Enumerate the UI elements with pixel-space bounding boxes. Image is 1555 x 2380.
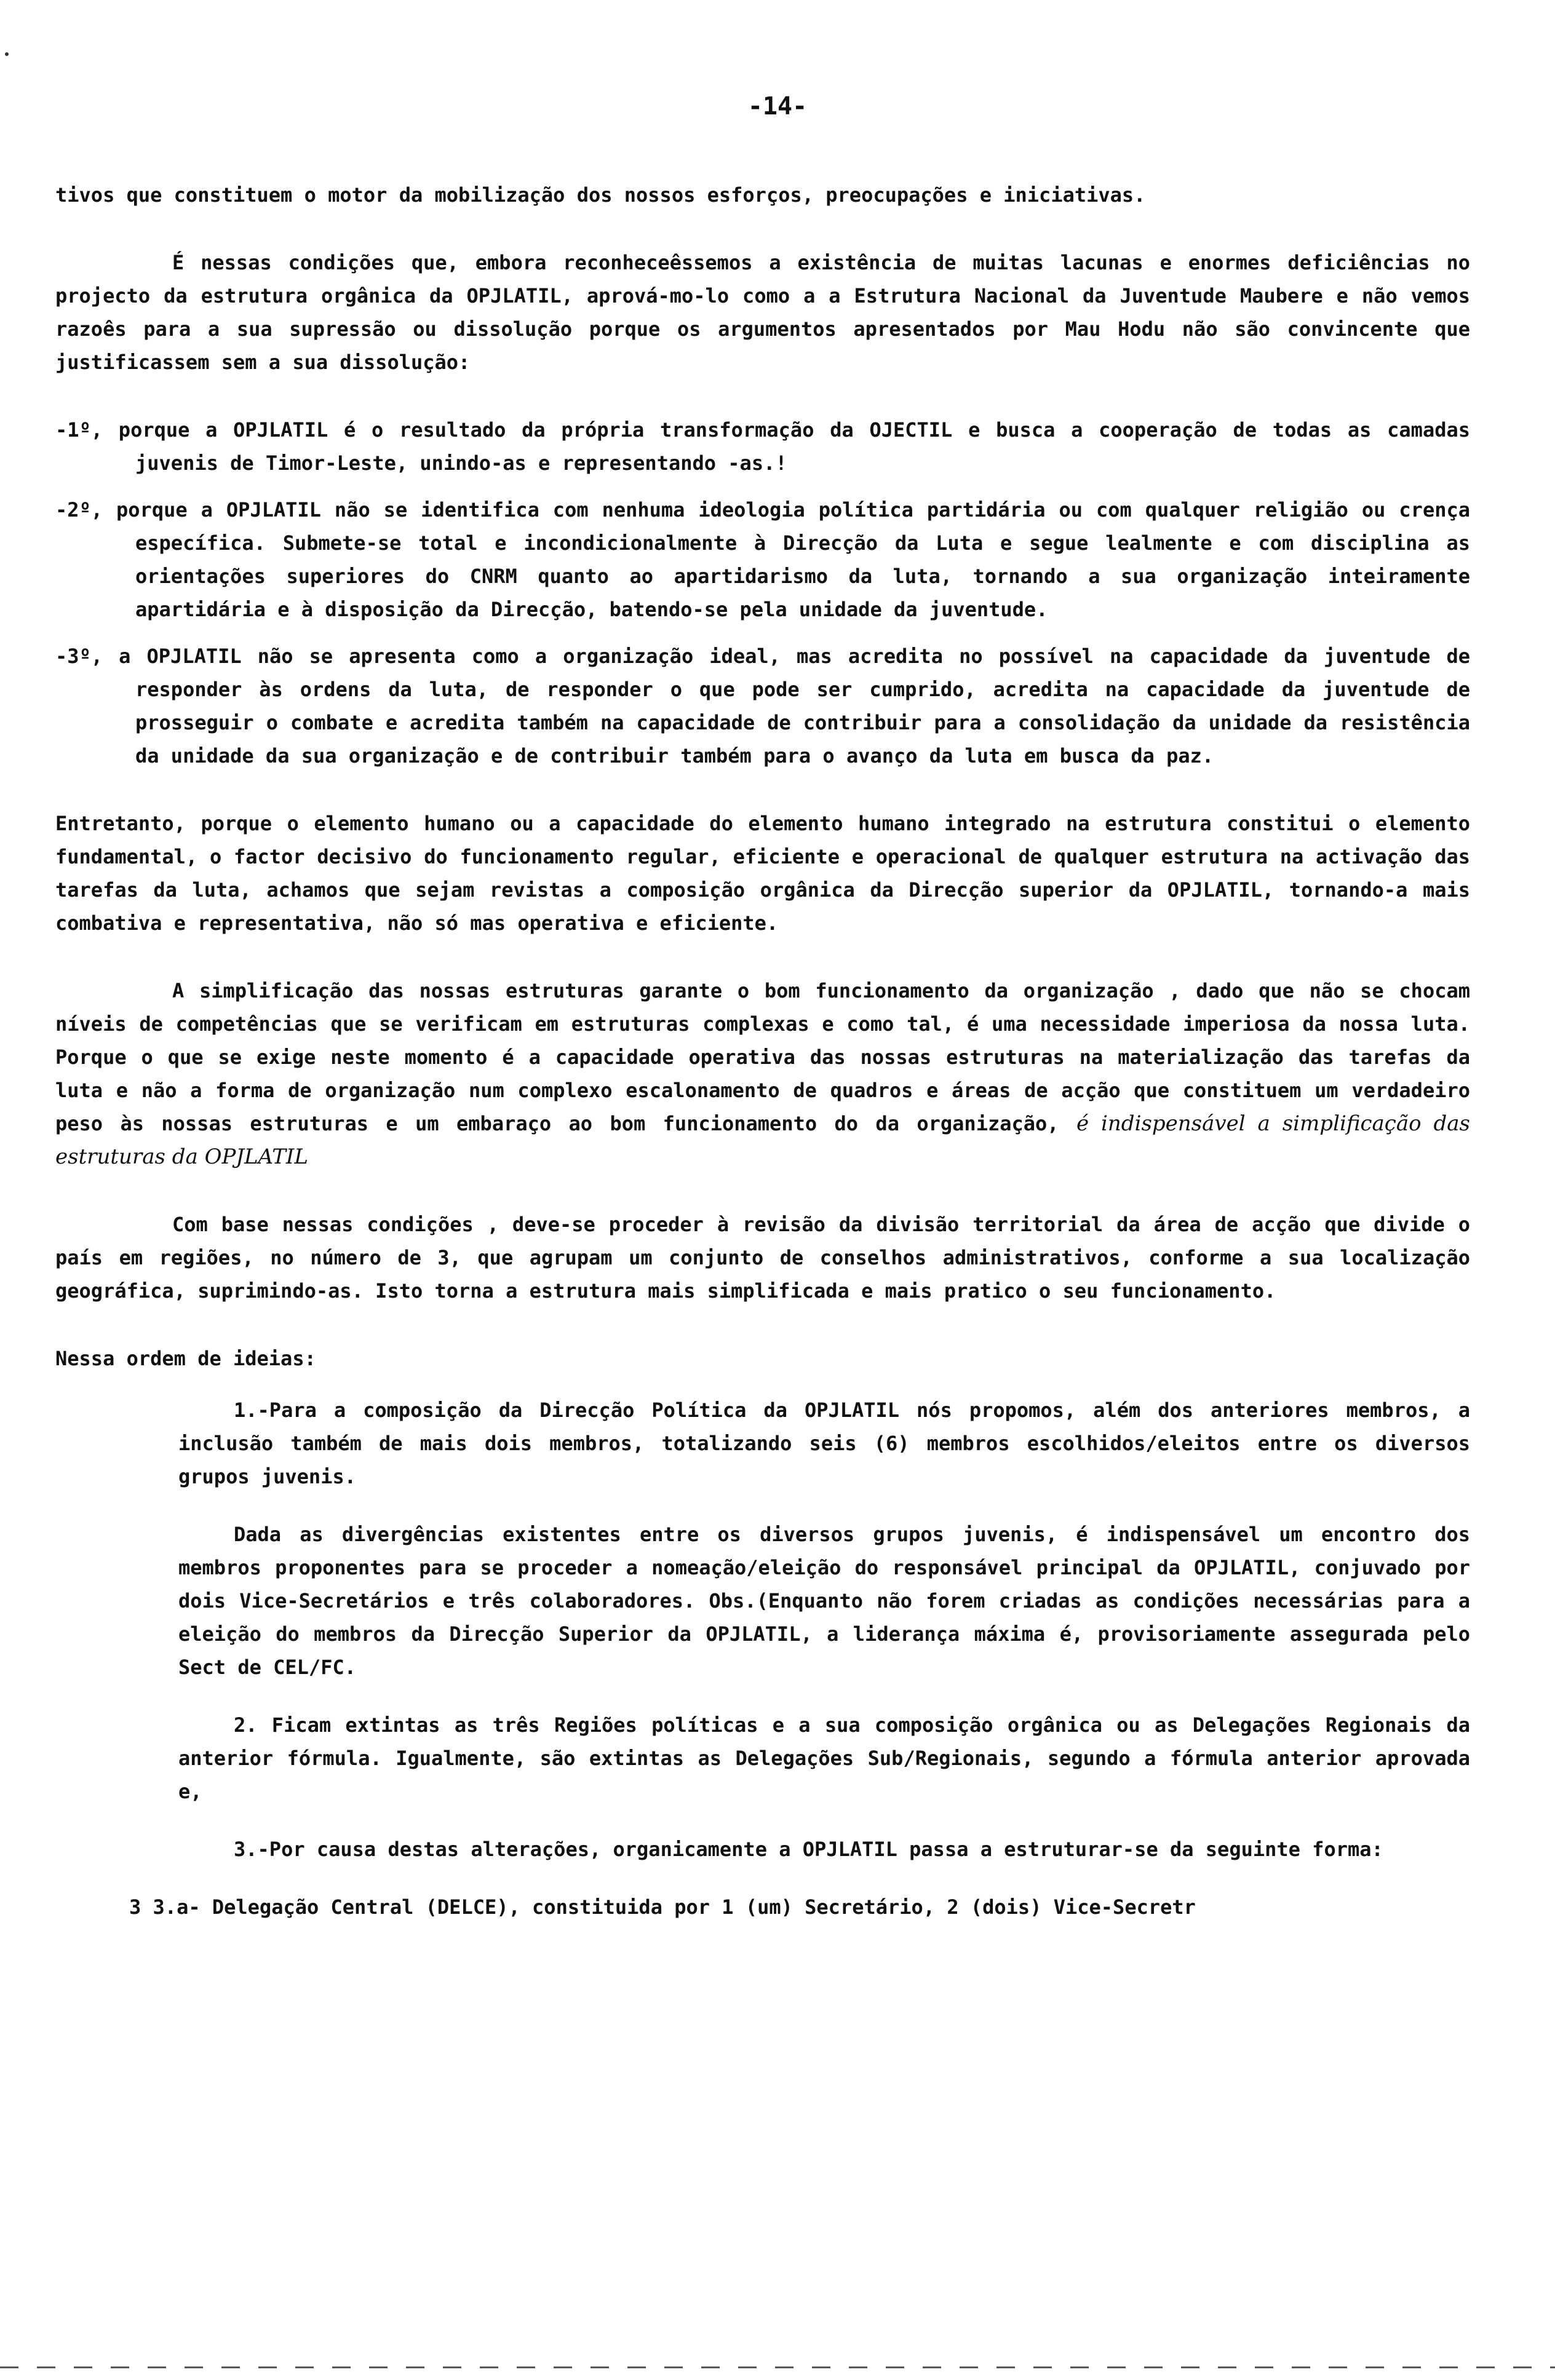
paragraph-ideas: Nessa ordem de ideias:	[55, 1347, 316, 1370]
numbered-item-3a: 3 3.a- Delegação Central (DELCE), constituida por 1 (um) Secretário, 2 (dois) Vice-Secretr	[129, 1895, 1196, 1919]
list-item-1: -1º, porque a OPJLATIL é o resultado da própria transformação da OJECTIL e busca a cooperação de todas as camadas juvenis de Timor-Leste, unindo-as e representando -as.!	[55, 418, 1470, 475]
paragraph-territorial: Com base nessas condições , deve-se proceder à revisão da divisão territorial da área de acção que divide o país em regiões, no número de 3, que agrupam um conjunto de conselhos administrativos, conforme a sua localização geográfica, suprimindo-as. Isto torna a estrutura mais simplificada e mais pratico o seu funcionamento.	[55, 1213, 1470, 1303]
paragraph-continuation: tivos que constituem o motor da mobilização dos nossos esforços, preocupações e iniciativas.	[55, 183, 1146, 207]
numbered-item-3: 3.-Por causa destas alterações, organicamente a OPJLATIL passa a estruturar-se da seguinte forma:	[234, 1838, 1383, 1861]
paragraph-simplification-text: A simplificação das nossas estruturas garante o bom funcionamento da organização , dado que não se chocam níveis de competências que se verificam em estruturas complexas e como tal, é uma necessidade imperiosa da nossa luta. Porque o que se exige neste momento é a capacidade operativa das nossas estruturas na materialização das tarefas da luta e não a forma de organização num complexo escalonamento de quadros e áreas de acção que constituem um verdadeiro peso às nossas estruturas e um embaraço ao bom funcionamento do da organização,	[55, 979, 1470, 1135]
list-item-2: -2º, porque a OPJLATIL não se identifica com nenhuma ideologia política partidária ou com qualquer religião ou crença específica. Submete-se total e incondicionalmente à Direcção da Luta e segue lealmente e com disciplina as orientações superiores do CNRM quanto ao apartidarismo da luta, tornando a sua organização inteiramente apartidária e à disposição da Direcção, batendo-se pela unidade da juventude.	[55, 498, 1470, 621]
paragraph-conditions: É nessas condições que, embora reconheceêssemos a existência de muitas lacunas e enormes deficiências no projecto da estrutura orgânica da OPJLATIL, aprová-mo-lo como a a Estrutura Nacional da Juventude Maubere e não vemos razoês para a sua supressão ou dissolução porque os argumentos apresentados por Mau Hodu não são convincente que justificassem sem a sua dissolução:	[55, 251, 1470, 374]
paragraph-human-element: Entretanto, porque o elemento humano ou a capacidade do elemento humano integrado na estrutura constitui o elemento fundamental, o factor decisivo do funcionamento regular, eficiente e operacional de qualquer estrutura na activação das tarefas da luta, achamos que sejam revistas a composição orgânica da Direcção superior da OPJLATIL, tornando-a mais combativa e representativa, não só mas operativa e eficiente.	[55, 812, 1470, 935]
numbered-item-2: 2. Ficam extintas as três Regiões políticas e a sua composição orgânica ou as Delegações Regionais da anterior fórmula. Igualmente, são extintas as Delegações Sub/Regionais, segundo a fórmula anterior aprovada e,	[178, 1713, 1470, 1803]
numbered-item-1-continued: Dada as divergências existentes entre os diversos grupos juvenis, é indispensável um encontro dos membros proponentes para se proceder a nomeação/eleição do responsável principal da OPJLATIL, conjuvado por dois Vice-Secretários e três colaboradores. Obs.(Enquanto não forem criadas as condições necessárias para a eleição do membros da Direcção Superior da OPJLATIL, a liderança máxima é, provisoriamente assegurada pelo Sect de CEL/FC.	[178, 1523, 1470, 1679]
paragraph-simplification	[55, 974, 1470, 1173]
scan-speck	[5, 52, 9, 56]
list-item-3: -3º, a OPJLATIL não se apresenta como a organização ideal, mas acredita no possível na capacidade da juventude de responder às ordens da luta, de responder o que pode ser cumprido, acredita na capacidade da juventude de prosseguir o combate e acredita também na capacidade de contribuir para a consolidação da unidade da resistência da unidade da sua organização e de contribuir também para o avanço da luta em busca da paz.	[55, 645, 1470, 768]
page-number: -14-	[747, 92, 808, 121]
numbered-item-1: 1.-Para a composição da Direcção Política da OPJLATIL nós propomos, além dos anteriores membros, a inclusão também de mais dois membros, totalizando seis (6) membros escolhidos/eleitos entre os diversos grupos juvenis.	[178, 1398, 1470, 1488]
scan-bottom-edge	[0, 2366, 1555, 2368]
document-body	[55, 178, 1470, 1942]
handwritten-note: é indispensável a simplificação das estruturas da OPJLATIL	[55, 1111, 1471, 1169]
